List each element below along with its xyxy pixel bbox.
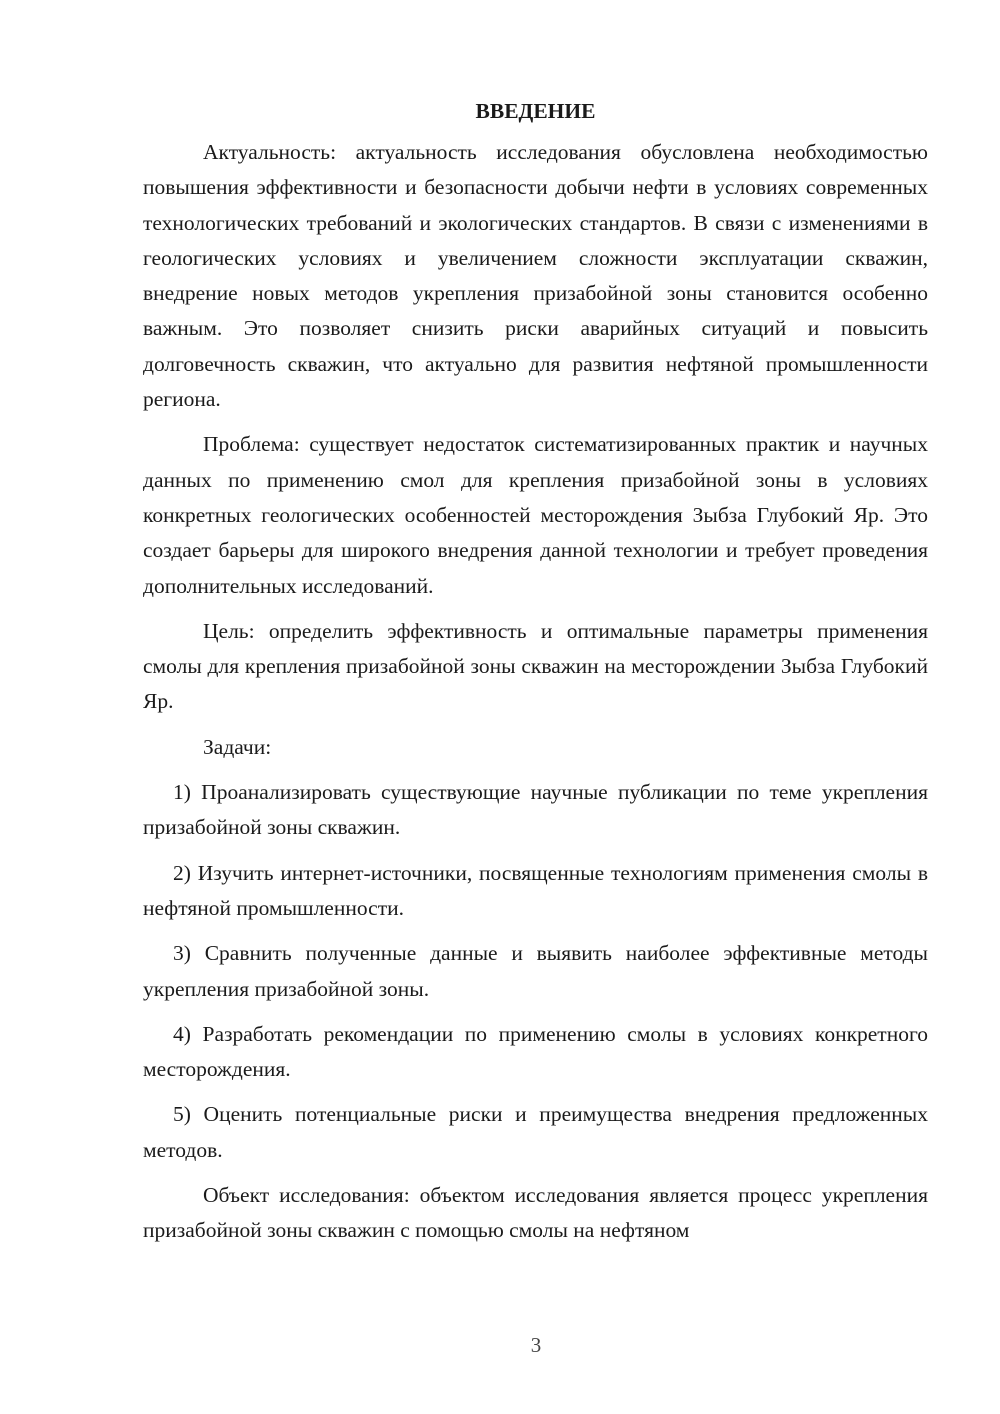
page-number: 3 [530, 1333, 542, 1357]
task-item-4: 4) Разработать рекомендации по применению смолы в условиях конкретного месторождения. [143, 1021, 928, 1082]
task-item-3: 3) Сравнить полученные данные и выявить наиболее эффективные методы укрепления призабойной зоны. [143, 941, 928, 1001]
task-item-1: 1) Проанализировать существующие научные публикации по теме укрепления призабойной зоны скважин. [143, 780, 928, 840]
task-item-5: 5) Оценить потенциальные риски и преимущества внедрения предложенных методов. [143, 1102, 928, 1162]
section-title: ВВЕДЕНИЕ [475, 99, 596, 123]
task-item-2: 2) Изучить интернет-источники, посвященные технологиям применения смолы в нефтяной промышленности. [143, 860, 928, 920]
object-paragraph: Объект исследования: объектом исследования является процесс укрепления призабойной зоны скважин с помощью смолы на нефтяном [143, 1183, 928, 1243]
relevance-paragraph: Актуальность: актуальность исследования обусловлена необходимостью повышения эффективности и безопасности добычи нефти в условиях современных технологических требований и экологических стандартов. В связи с изменениями в геологических условиях и увеличением сложности эксплуатации скважин, внедрение новых методов укрепления призабойной зоны становится особенно важным. Это позволяет снизить риски аварийных ситуаций и повысить долговечность скважин, что актуально для развития нефтяной промышленности региона. [143, 140, 928, 412]
document-body [143, 96, 928, 1259]
tasks-heading: Задачи: [203, 734, 272, 759]
goal-paragraph: Цель: определить эффективность и оптимальные параметры применения смолы для крепления призабойной зоны скважин на месторождении Зыбза Глубокий Яр. [143, 618, 928, 714]
problem-paragraph: Проблема: существует недостаток систематизированных практик и научных данных по применению смол для крепления призабойной зоны в условиях конкретных геологических особенностей месторождения Зыбза Глубокий Яр. Это создает барьеры для широкого внедрения данной технологии и требует проведения дополнительных исследований. [143, 432, 928, 598]
